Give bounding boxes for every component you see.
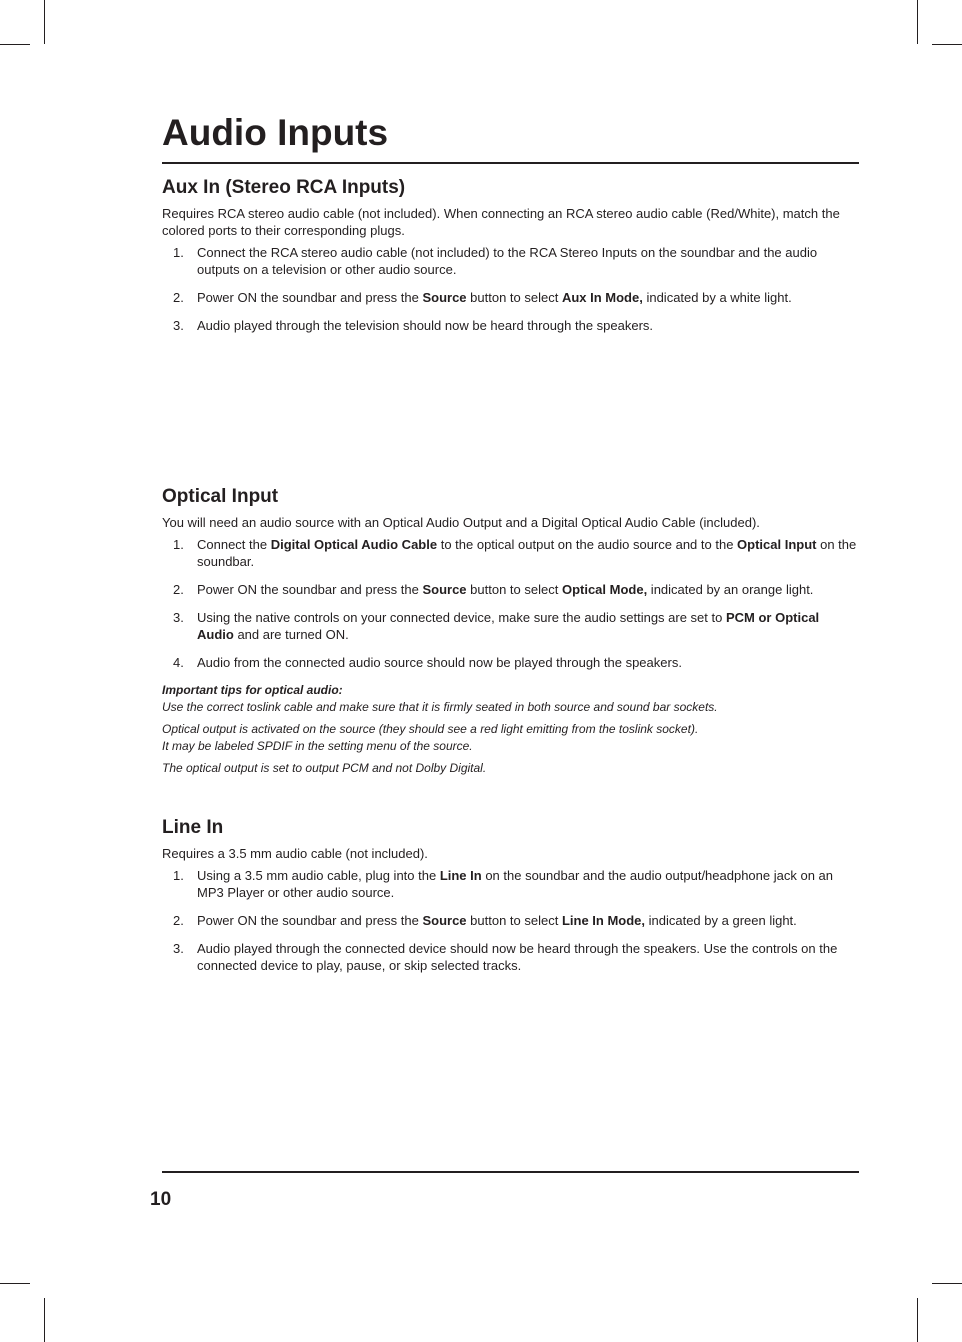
- crop-mark: [917, 1298, 918, 1342]
- crop-mark: [44, 0, 45, 44]
- list-item: 2. Power ON the soundbar and press the Source button to select Aux In Mode, indicated by a white light.: [173, 290, 792, 305]
- list-item: 3. Using the native controls on your connected device, make sure the audio settings are set to PCM or Optical Audio and are turned ON.: [173, 610, 820, 642]
- optical-input-heading: Optical Input: [162, 486, 279, 507]
- list-item: 3. Audio played through the television should now be heard through the speakers.: [173, 318, 654, 333]
- list-item: 4. Audio from the connected audio source should now be played through the speakers.: [173, 655, 682, 670]
- page-number: 10: [150, 1189, 172, 1210]
- crop-mark: [917, 0, 918, 44]
- list-item: 2. Power ON the soundbar and press the Source button to select Optical Mode, indicated by an orange light.: [173, 582, 814, 597]
- line-in-intro: Requires a 3.5 mm audio cable (not included).: [162, 846, 428, 861]
- tip-text: The optical output is set to output PCM and not Dolby Digital.: [162, 761, 487, 775]
- title-divider: [162, 162, 859, 164]
- list-item: 1. Using a 3.5 mm audio cable, plug into the Line In on the soundbar and the audio output/headphone jack on an MP3 Player or other audio source.: [173, 868, 833, 900]
- list-item: 1. Connect the RCA stereo audio cable (not included) to the RCA Stereo Inputs on the soundbar and the audio outputs on a television or other audio source.: [173, 245, 818, 277]
- optical-input-section: [162, 486, 859, 782]
- list-item: 2. Power ON the soundbar and press the Source button to select Line In Mode, indicated by a green light.: [173, 913, 797, 928]
- optical-input-intro: You will need an audio source with an Optical Audio Output and a Digital Optical Audio Cable (included).: [162, 515, 760, 530]
- aux-in-steps: [162, 244, 859, 334]
- tips-heading: Important tips for optical audio:: [162, 683, 343, 697]
- aux-in-heading: Aux In (Stereo RCA Inputs): [162, 177, 406, 198]
- tip-text: Use the correct toslink cable and make sure that it is firmly seated in both source and sound bar sockets.: [162, 700, 718, 714]
- crop-mark: [0, 44, 30, 45]
- optical-input-steps: [162, 536, 859, 671]
- crop-mark: [44, 1298, 45, 1342]
- list-item: 1. Connect the Digital Optical Audio Cable to the optical output on the audio source and to the Optical Input on the soundbar.: [173, 537, 857, 569]
- tip-text: It may be labeled SPDIF in the setting menu of the source.: [162, 739, 473, 753]
- crop-mark: [932, 1283, 962, 1284]
- crop-mark: [0, 1283, 30, 1284]
- tip-text: Optical output is activated on the source (they should see a red light emitting from the toslink socket).: [162, 722, 699, 736]
- list-item: 3. Audio played through the connected device should now be heard through the speakers. Use the controls on the connected device to play, pause, or skip selected tracks.: [173, 941, 838, 973]
- line-in-steps: [162, 867, 859, 974]
- aux-in-section: [162, 177, 859, 345]
- line-in-section: [162, 817, 859, 985]
- page-title: Audio Inputs: [162, 112, 389, 153]
- line-in-heading: Line In: [162, 817, 224, 838]
- aux-in-intro: Requires RCA stereo audio cable (not included). When connecting an RCA stereo audio cable (Red/White), match the colored ports to their corresponding plugs.: [162, 206, 840, 238]
- optical-tips: [162, 682, 859, 777]
- crop-mark: [932, 44, 962, 45]
- footer-divider: [162, 1171, 859, 1173]
